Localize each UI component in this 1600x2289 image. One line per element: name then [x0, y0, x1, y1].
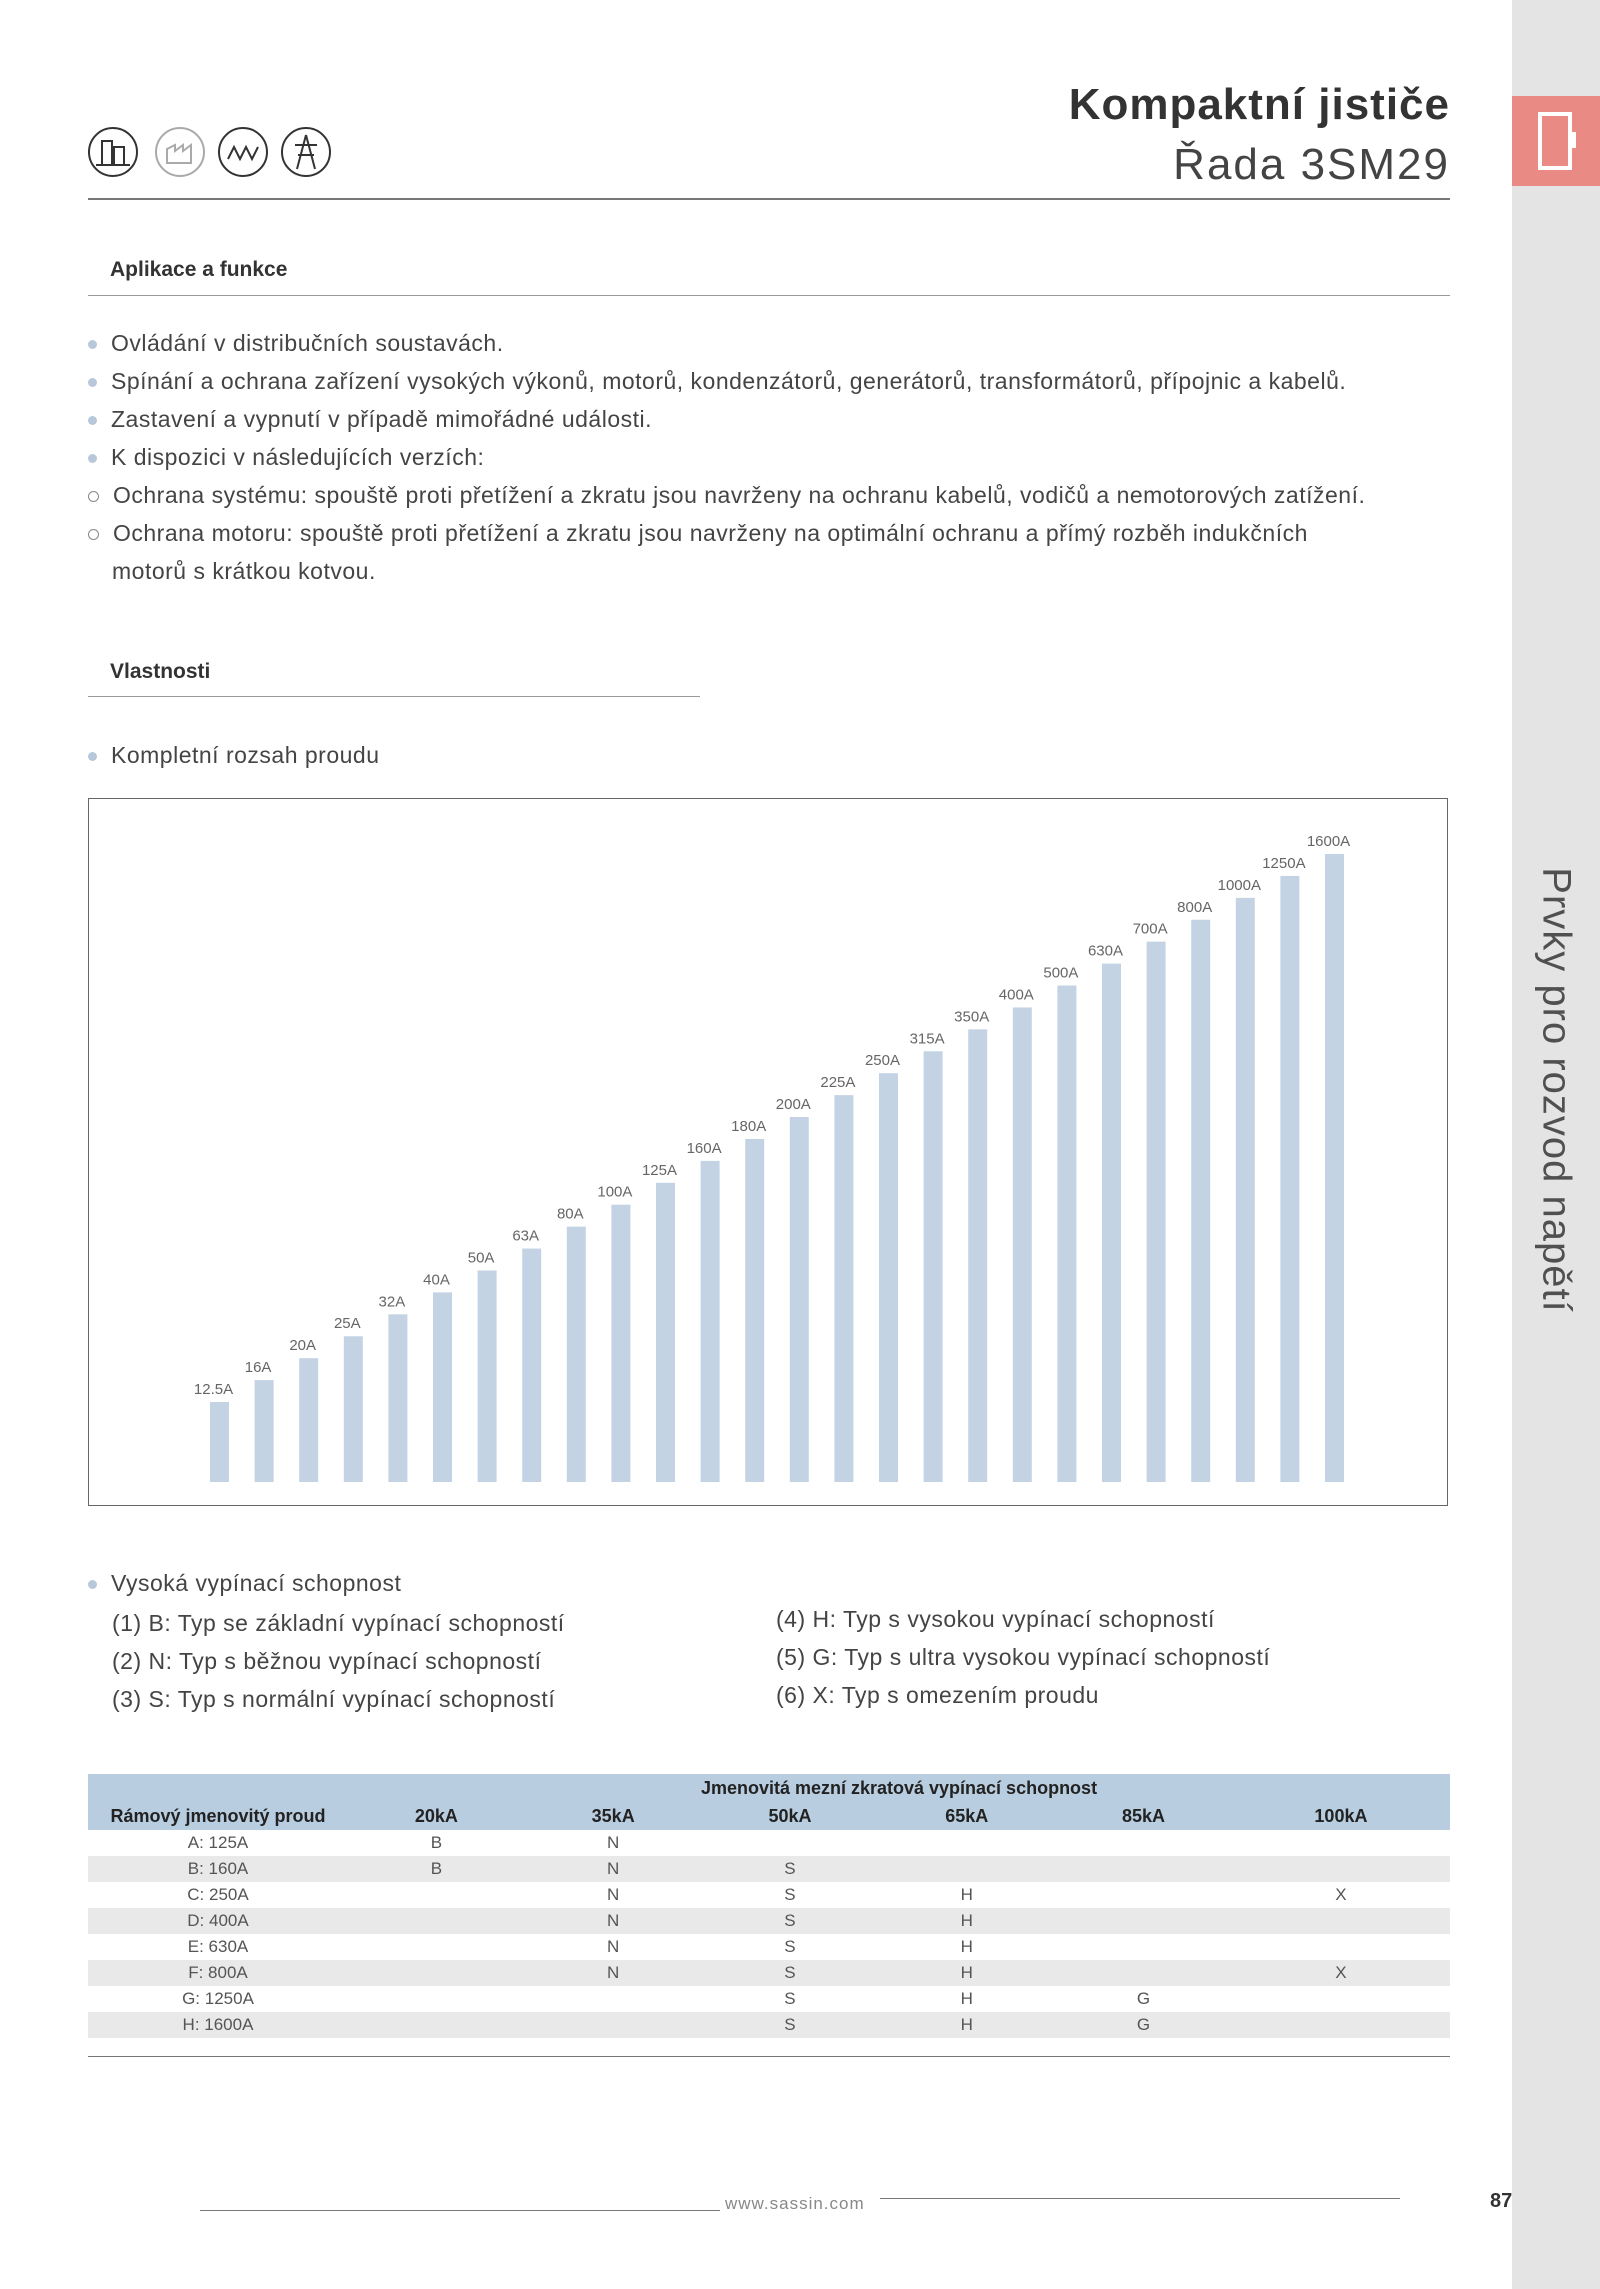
- sub-list-item: Ochrana motoru: spouště proti přetížení a zkratu jsou navrženy na optimální ochranu a přímý rozběh indukčních: [88, 520, 1308, 547]
- transmission-tower-icon: [281, 127, 331, 177]
- chart-bar-label: 315A: [909, 1030, 945, 1048]
- sub-list-item-continuation: motorů s krátkou kotvou.: [112, 558, 376, 584]
- chart-bar-label: 1600A: [1306, 833, 1351, 850]
- capacity-cell: S: [784, 1989, 796, 2008]
- capacity-cell: N: [525, 1856, 702, 1882]
- chart-bar-label: 700A: [1132, 920, 1168, 938]
- features-heading: Vlastnosti: [110, 660, 211, 683]
- chart-bar: [1057, 986, 1076, 1482]
- column-header: 100kA: [1232, 1802, 1450, 1830]
- capacity-cell: N: [525, 1908, 702, 1934]
- footer-divider-left: [200, 2210, 720, 2211]
- capacity-cell: S: [784, 1885, 796, 1904]
- list-item: Zastavení a vypnutí v případě mimořádné události.: [88, 406, 652, 433]
- chart-bar-label: 12.5A: [193, 1381, 234, 1398]
- capacity-cell: S: [702, 1856, 879, 1882]
- capacity-cell: X: [1335, 1885, 1347, 1904]
- chart-bar: [1325, 854, 1344, 1482]
- capacity-cell: H: [878, 1960, 1055, 1986]
- table-row: [88, 1934, 1450, 1960]
- chart-bar: [433, 1292, 452, 1482]
- chart-bar-label: 63A: [512, 1227, 540, 1245]
- footer-divider-right: [880, 2198, 1400, 2199]
- capacity-type-item: (1) B: Typ se základní vypínací schopností: [112, 1610, 565, 1636]
- capacity-cell: G: [1055, 2012, 1232, 2038]
- frame-cell: G: 1250A: [182, 1989, 254, 2008]
- table-row: [88, 1908, 1450, 1934]
- list-item: Kompletní rozsah proudu: [88, 742, 380, 769]
- header-divider: [88, 198, 1450, 200]
- chart-bar: [567, 1227, 586, 1482]
- chart-bar-label: 250A: [864, 1052, 901, 1070]
- capacity-cell: [1055, 1830, 1232, 1856]
- building-icon: [88, 127, 138, 177]
- chart-bar: [299, 1358, 318, 1482]
- capacity-cell: S: [702, 2012, 879, 2038]
- column-header: 50kA: [702, 1802, 879, 1830]
- chart-bar: [745, 1139, 764, 1482]
- chart-bar-label: 40A: [423, 1271, 450, 1289]
- chart-bar-label: 350A: [954, 1008, 990, 1026]
- frame-cell: E: 630A: [187, 1937, 249, 1956]
- capacity-type-item: (5) G: Typ s ultra vysokou vypínací schopností: [776, 1644, 1271, 1670]
- ring-bullet-icon: [88, 491, 99, 502]
- capacity-cell: [348, 2012, 525, 2038]
- capacity-type-item: (3) S: Typ s normální vypínací schopností: [112, 1686, 556, 1712]
- frame-cell: A: 125A: [187, 1833, 249, 1852]
- bullet-icon: [88, 340, 97, 349]
- capacity-type-item: (4) H: Typ s vysokou vypínací schopností: [776, 1606, 1215, 1632]
- chart-bar: [656, 1183, 675, 1482]
- table-group-header: Jmenovitá mezní zkratová vypínací schopnost: [348, 1774, 1450, 1802]
- chart-bar-label: 225A: [820, 1074, 856, 1092]
- capacity-type-item: (6) X: Typ s omezením proudu: [776, 1682, 1099, 1708]
- chart-bar-label: 25A: [333, 1315, 361, 1333]
- factory-icon: [155, 127, 205, 177]
- table-row-header: Rámový jmenovitý proud: [88, 1802, 348, 1830]
- frame-cell: D: 400A: [88, 1908, 348, 1934]
- capacity-cell: B: [430, 1833, 443, 1852]
- chart-bar: [522, 1249, 541, 1482]
- capacity-type-item: (2) N: Typ s běžnou vypínací schopností: [112, 1648, 542, 1674]
- chart-bar: [1102, 964, 1121, 1482]
- breaking-capacity-table: [88, 1774, 1450, 2038]
- capacity-cell: [1055, 1882, 1232, 1908]
- capacity-cell: S: [784, 1937, 796, 1956]
- capacity-cell: [1232, 1934, 1450, 1960]
- frame-cell: B: 160A: [88, 1856, 348, 1882]
- chart-bar: [388, 1314, 407, 1482]
- capacity-cell: N: [607, 1885, 620, 1904]
- capacity-cell: N: [607, 1833, 620, 1852]
- applications-divider: [88, 295, 1450, 296]
- chart-bar: [1236, 898, 1255, 1482]
- capacity-cell: H: [878, 2012, 1055, 2038]
- chart-bar: [924, 1051, 943, 1482]
- chart-bar-label: 125A: [641, 1161, 678, 1179]
- chart-bar-label: 16A: [244, 1359, 272, 1377]
- capacity-cell: [878, 1856, 1055, 1882]
- chart-bar: [1280, 876, 1299, 1482]
- chart-bar: [968, 1029, 987, 1482]
- capacity-cell: [1055, 1856, 1232, 1882]
- list-item: Vysoká vypínací schopnost: [88, 1570, 401, 1597]
- bullet-icon: [88, 752, 97, 761]
- capacity-cell: S: [702, 1908, 879, 1934]
- chart-bar-label: 500A: [1043, 964, 1079, 982]
- table-row: [88, 1986, 1450, 2012]
- frame-cell: H: 1600A: [88, 2012, 348, 2038]
- capacity-cell: [1232, 1908, 1450, 1934]
- chart-bar-label: 200A: [775, 1096, 811, 1114]
- chart-bar-label: 32A: [378, 1293, 406, 1311]
- column-header: 65kA: [878, 1802, 1055, 1830]
- page-subtitle: Řada 3SM29: [1173, 140, 1450, 189]
- capacity-cell: N: [525, 1960, 702, 1986]
- chart-bar: [834, 1095, 853, 1482]
- frame-cell: C: 250A: [187, 1885, 249, 1904]
- capacity-cell: [878, 1830, 1055, 1856]
- column-header: 35kA: [525, 1802, 702, 1830]
- capacity-cell: S: [702, 1960, 879, 1986]
- capacity-cell: H: [960, 1937, 973, 1956]
- chart-bar-label: 180A: [731, 1117, 767, 1135]
- chart-bar: [1013, 1007, 1032, 1482]
- chart-bar-label: 1000A: [1217, 876, 1261, 894]
- capacity-cell: [348, 1882, 525, 1908]
- capacity-cell: [348, 1934, 525, 1960]
- chart-bar-label: 100A: [597, 1183, 633, 1201]
- page-number: 87: [1490, 2190, 1513, 2212]
- meter-icon: [218, 127, 268, 177]
- list-item: Spínání a ochrana zařízení vysokých výkonů, motorů, kondenzátorů, generátorů, transformátorů, přípojnic a kabelů.: [88, 368, 1346, 395]
- chart-bar-label: 630A: [1087, 942, 1124, 960]
- bullet-icon: [88, 416, 97, 425]
- capacity-cell: [1232, 2012, 1450, 2038]
- chart-bar: [478, 1270, 497, 1482]
- chart-bar: [611, 1205, 630, 1482]
- capacity-cell: [525, 1986, 702, 2012]
- capacity-cell: [348, 1960, 525, 1986]
- capacity-cell: [1055, 1908, 1232, 1934]
- chart-bar-label: 1250A: [1262, 854, 1306, 872]
- table-row: [88, 1960, 1450, 1986]
- sub-list-item: Ochrana systému: spouště proti přetížení a zkratu jsou navrženy na ochranu kabelů, vodičů a nemotorových zatížení.: [88, 482, 1365, 509]
- capacity-cell: [1055, 1934, 1232, 1960]
- chart-bar-label: 50A: [467, 1249, 495, 1267]
- footer-url[interactable]: www.sassin.com: [725, 2194, 865, 2213]
- capacity-cell: [348, 1986, 525, 2012]
- capacity-cell: [525, 2012, 702, 2038]
- capacity-cell: H: [960, 1885, 973, 1904]
- capacity-cell: [348, 1908, 525, 1934]
- frame-cell: F: 800A: [88, 1960, 348, 1986]
- chart-bar-label: 800A: [1177, 898, 1213, 916]
- chart-bar-label: 80A: [556, 1205, 584, 1223]
- chart-bar-label: 20A: [289, 1337, 317, 1355]
- chart-bar: [790, 1117, 809, 1482]
- list-item: Ovládání v distribučních soustavách.: [88, 330, 504, 357]
- chart-bar: [701, 1161, 720, 1482]
- capacity-cell: H: [878, 1908, 1055, 1934]
- applications-heading: Aplikace a funkce: [110, 258, 288, 281]
- table-row: [88, 1882, 1450, 1908]
- capacity-cell: B: [348, 1856, 525, 1882]
- capacity-cell: N: [607, 1937, 620, 1956]
- chart-bar: [210, 1402, 229, 1482]
- chart-bar: [1147, 942, 1166, 1482]
- features-divider: [88, 696, 700, 697]
- chart-bar: [1191, 920, 1210, 1482]
- chart-bar: [255, 1380, 274, 1482]
- breaker-icon: [1512, 96, 1600, 186]
- table-row: [88, 1856, 1450, 1882]
- current-range-chart: [88, 798, 1448, 1506]
- bullet-icon: [88, 378, 97, 387]
- capacity-cell: [1232, 1986, 1450, 2012]
- capacity-cell: [1232, 1830, 1450, 1856]
- bullet-icon: [88, 454, 97, 463]
- table-row: [88, 1830, 1450, 1856]
- bullet-icon: [88, 1580, 97, 1589]
- capacity-cell: [702, 1830, 879, 1856]
- side-tab-accent: [1512, 96, 1600, 186]
- chart-bar: [344, 1336, 363, 1482]
- list-item: K dispozici v následujících verzích:: [88, 444, 484, 471]
- capacity-cell: [1055, 1960, 1232, 1986]
- capacity-cell: G: [1136, 1989, 1151, 2008]
- capacity-cell: X: [1232, 1960, 1450, 1986]
- column-header: 85kA: [1055, 1802, 1232, 1830]
- chart-bar: [879, 1073, 898, 1482]
- capacity-cell: [1232, 1856, 1450, 1882]
- chart-bar-label: 160A: [686, 1139, 722, 1157]
- table-bottom-rule: [88, 2056, 1450, 2057]
- side-tab-label: Prvky pro rozvod napětí: [1534, 867, 1579, 1313]
- table-corner: [88, 1774, 348, 1802]
- ring-bullet-icon: [88, 529, 99, 540]
- page-title: Kompaktní jističe: [1068, 80, 1450, 129]
- column-header: 20kA: [348, 1802, 525, 1830]
- capacity-cell: H: [960, 1989, 973, 2008]
- table-row: [88, 2012, 1450, 2038]
- chart-bar-label: 400A: [998, 986, 1034, 1004]
